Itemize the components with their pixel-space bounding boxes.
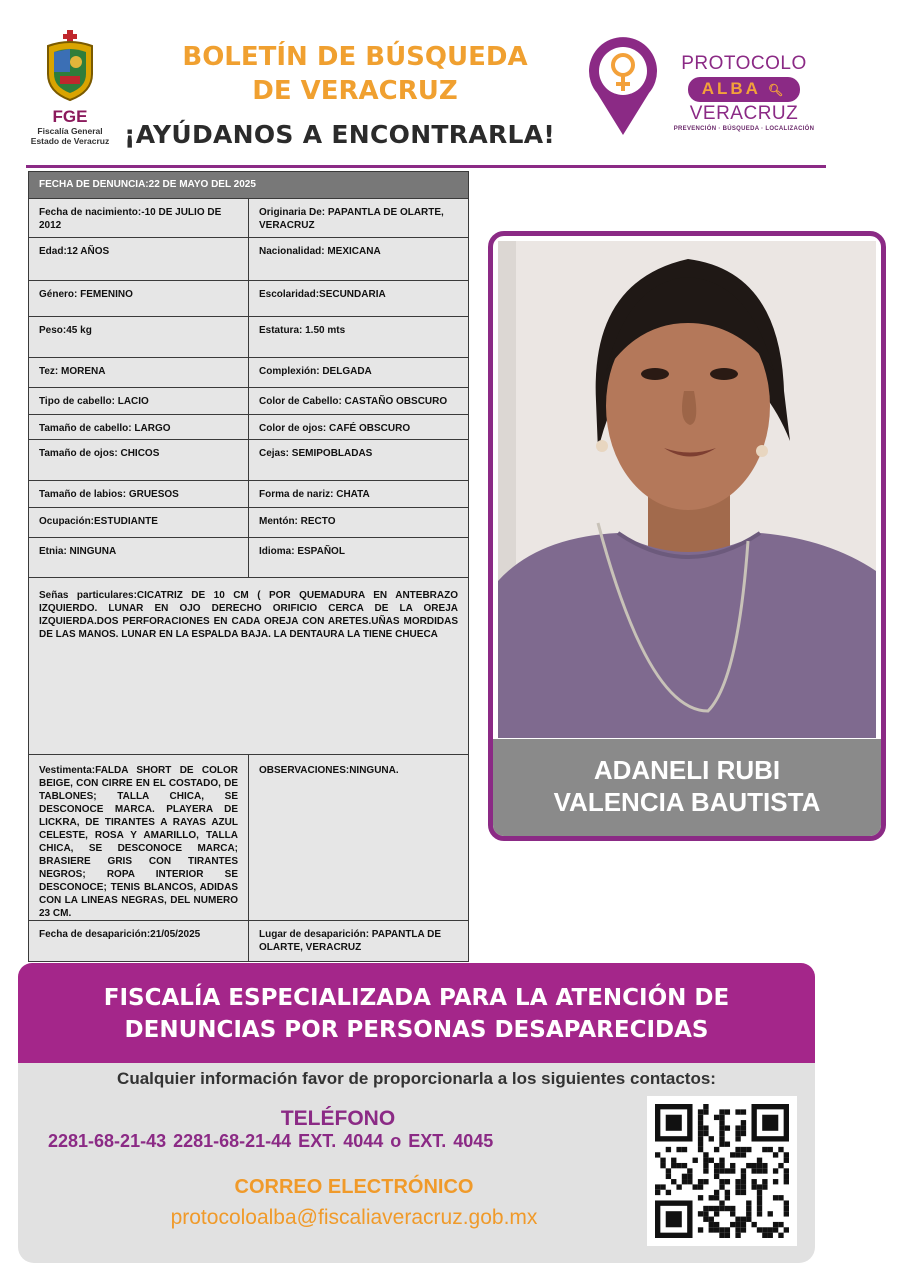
fge-name-line1: Fiscalía General bbox=[37, 126, 103, 136]
fge-abbreviation: FGE bbox=[52, 107, 88, 126]
particular-signs: Señas particulares:CICATRIZ DE 10 CM ( POR QUEMADURA EN ANTEBRAZO IZQUIERDO. LUNAR EN OJO DERECHO ORIFICIO CERCA DE LA OREJA IZQUIERDA.DOS PERFORACIONES EN CADA OREJA CON ARETES.UÑAS MORDIDAS DE LAS MANOS. LUNAR EN LA ESPALDA BAJA. LA DENTAURA LA TIENE CHUECA bbox=[39, 590, 458, 640]
email-label: CORREO ELECTRÓNICO bbox=[234, 1176, 474, 1198]
ethnicity: Etnia: NINGUNA bbox=[29, 538, 249, 577]
magnifier-icon: 🔍︎ bbox=[768, 83, 787, 97]
nose-shape: Forma de nariz: CHATA bbox=[259, 489, 370, 500]
complaint-date-header bbox=[29, 172, 468, 198]
table-row bbox=[29, 480, 468, 507]
alba-veracruz-text: VERACRUZ bbox=[689, 103, 799, 124]
table-row bbox=[29, 577, 468, 754]
name-line1: ADANELI RUBI bbox=[593, 755, 781, 785]
weight: Peso:45 kg bbox=[29, 317, 249, 357]
alba-tagline: PREVENCIÓN · BÚSQUEDA · LOCALIZACIÓN bbox=[673, 126, 815, 132]
table-row bbox=[29, 198, 468, 237]
qr-code-icon[interactable] bbox=[647, 1096, 797, 1246]
phone-label: TELÉFONO bbox=[280, 1107, 396, 1130]
veracruz-coat-of-arms-icon bbox=[42, 30, 98, 102]
contact-intro: Cualquier información favor de proporcionarla a los siguientes contactos: bbox=[117, 1069, 716, 1088]
contact-panel bbox=[18, 1063, 815, 1263]
table-row bbox=[29, 414, 468, 439]
table-row bbox=[29, 507, 468, 537]
phone-numbers[interactable]: 2281-68-21-43 2281-68-21-44 EXT. 4044 o EXT. 4045 bbox=[48, 1131, 494, 1151]
missing-person-details-table bbox=[28, 171, 469, 962]
table-row bbox=[29, 439, 468, 480]
agency-banner bbox=[18, 963, 815, 1063]
gender: Género: FEMENINO bbox=[29, 281, 249, 316]
table-row bbox=[29, 920, 468, 961]
complaint-date-value: 22 DE MAYO DEL 2025 bbox=[148, 179, 256, 190]
complaint-date-label: FECHA DE DENUNCIA: bbox=[39, 179, 149, 190]
portrait-illustration bbox=[498, 241, 876, 738]
agency-line1: FISCALÍA ESPECIALIZADA PARA LA ATENCIÓN DE bbox=[103, 985, 730, 1011]
agency-line2: DENUNCIAS POR PERSONAS DESAPARECIDAS bbox=[124, 1017, 709, 1043]
table-row bbox=[29, 387, 468, 414]
height: Estatura: 1.50 mts bbox=[259, 325, 346, 336]
email-address[interactable]: protocoloalba@fiscaliaveracruz.gob.mx bbox=[170, 1206, 538, 1229]
table-row bbox=[29, 754, 468, 920]
alba-badge-text: ALBA bbox=[701, 79, 761, 98]
table-row bbox=[29, 237, 468, 280]
age: Edad:12 AÑOS bbox=[29, 238, 249, 280]
name-line2: VALENCIA BAUTISTA bbox=[553, 787, 821, 817]
alba-protocolo-text: PROTOCOLO bbox=[681, 53, 807, 74]
bulletin-title-line2: DE VERACRUZ bbox=[252, 76, 458, 106]
schooling: Escolaridad:SECUNDARIA bbox=[259, 289, 386, 300]
disappearance-place: Lugar de desaparición: PAPANTLA DE OLARTE, VERACRUZ bbox=[259, 929, 442, 953]
origin: Originaria De: PAPANTLA DE OLARTE, VERACRUZ bbox=[259, 207, 444, 231]
fge-name-line2: Estado de Veracruz bbox=[30, 136, 110, 146]
table-row bbox=[29, 316, 468, 357]
observations: OBSERVACIONES:NINGUNA. bbox=[259, 765, 399, 776]
hair-length: Tamaño de cabello: LARGO bbox=[29, 415, 249, 439]
fge-logo bbox=[22, 30, 118, 154]
header-divider bbox=[26, 165, 826, 168]
location-pin-female-icon bbox=[585, 35, 661, 139]
help-slogan: ¡AYÚDANOS A ENCONTRARLA! bbox=[124, 120, 556, 149]
chin: Mentón: RECTO bbox=[259, 516, 336, 527]
language: Idioma: ESPAÑOL bbox=[259, 546, 345, 557]
bulletin-title bbox=[150, 40, 560, 108]
nationality: Nacionalidad: MEXICANA bbox=[259, 246, 381, 257]
lip-size: Tamaño de labios: GRUESOS bbox=[29, 481, 249, 507]
table-row bbox=[29, 537, 468, 577]
missing-person-photo bbox=[498, 241, 876, 738]
skin-tone: Tez: MORENA bbox=[29, 358, 249, 387]
bulletin-title-line1: BOLETÍN DE BÚSQUEDA bbox=[182, 42, 528, 72]
table-row bbox=[29, 357, 468, 387]
table-row bbox=[29, 280, 468, 316]
missing-person-name bbox=[493, 739, 881, 836]
qr-code-pattern bbox=[655, 1104, 789, 1238]
protocolo-alba-logo bbox=[585, 35, 825, 145]
alba-badge bbox=[688, 77, 801, 102]
eyebrows: Cejas: SEMIPOBLADAS bbox=[259, 448, 373, 459]
build: Complexión: DELGADA bbox=[259, 366, 372, 377]
photo-card bbox=[488, 231, 886, 841]
birth-date: Fecha de nacimiento:-10 DE JULIO DE 2012 bbox=[29, 199, 249, 237]
clothing-description: Vestimenta:FALDA SHORT DE COLOR BEIGE, CON CIRRE EN EL COSTADO, DE TABLONES; TALLA CHICA, SE DESCONOCE MARCA. PLAYERA DE LICKRA, DE TIRANTES A RAYAS AZUL CELESTE, ROSA Y AMARILLO, TALLA CHICA, SE DESCONOCE MARCA; BRASIERE GRIS CON TIRANTES NEGROS; ROPA INTERIOR SE DESCONOCE; TENIS BLANCOS, ADIDAS CON LA LINEAS NEGRAS, DEL NUMERO 23 CM. bbox=[29, 755, 249, 920]
eye-color: Color de ojos: CAFÉ OBSCURO bbox=[259, 423, 411, 434]
disappearance-date: Fecha de desaparición:21/05/2025 bbox=[29, 921, 249, 961]
hair-type: Tipo de cabello: LACIO bbox=[29, 388, 249, 414]
eye-size: Tamaño de ojos: CHICOS bbox=[29, 440, 249, 480]
hair-color: Color de Cabello: CASTAÑO OBSCURO bbox=[259, 396, 448, 407]
occupation: Ocupación:ESTUDIANTE bbox=[29, 508, 249, 537]
